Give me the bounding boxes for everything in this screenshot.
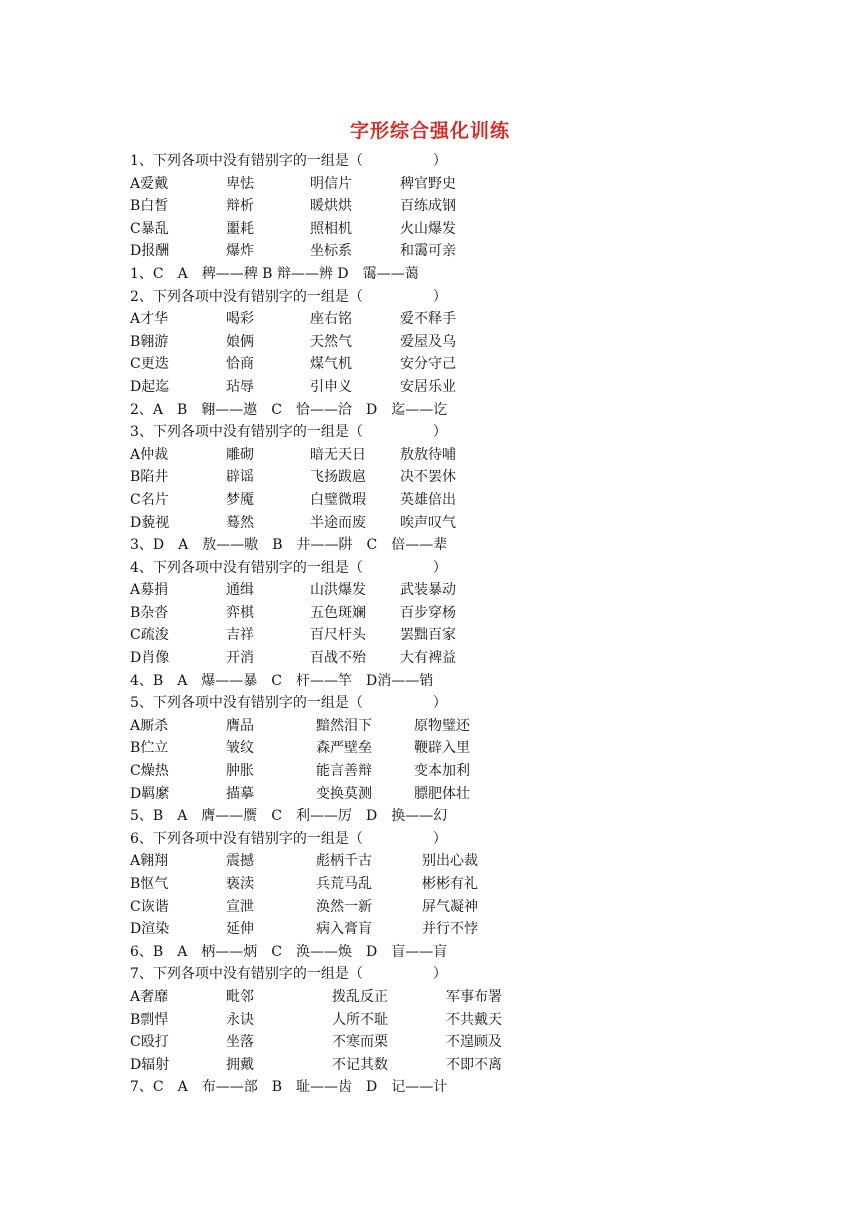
option-word: 武装暴动 [400,582,456,599]
question-stem: 1、下列各项中没有错别字的一组是（ ） [130,153,447,169]
option-word: 屏气凝神 [422,898,478,915]
option-word: 梦魇 [226,491,254,508]
option-row [130,873,830,896]
option-label-word: B杂沓 [130,604,169,621]
option-label-word: B翱游 [130,333,169,350]
option-word: 森严壁垒 [316,740,372,757]
option-row [130,1009,830,1032]
option-word: 和霭可亲 [400,243,456,260]
option-word: 坐标系 [310,243,352,260]
option-word: 不共戴天 [446,1011,502,1028]
option-word: 延伸 [226,921,254,938]
option-word: 不记其数 [332,1056,388,1073]
option-label-word: A奢靡 [130,988,169,1005]
option-word: 安分守己 [400,356,456,373]
option-word: 暖烘烘 [310,198,352,215]
question-stem: 5、下列各项中没有错别字的一组是（ ） [130,695,447,712]
option-word: 雕砌 [226,446,254,463]
option-word: 敖敖待哺 [400,446,456,463]
option-row [130,353,830,376]
option-word: 皱纹 [226,740,254,757]
option-word: 肿胀 [226,763,254,780]
option-word: 弈棋 [226,604,254,621]
option-row [130,737,830,760]
answer-key: 7、C A 布——部 B 耻——齿 D 记——计 [130,1079,448,1096]
option-word: 唉声叹气 [400,514,456,531]
option-word: 火山爆发 [400,220,456,237]
option-label-word: D起迄 [130,378,170,395]
option-word: 百步穿杨 [400,604,456,621]
option-word: 毗邻 [226,988,254,1005]
answer-key: 1、C A 稗——稗 B 辩——辨 D 霭——蔼 [130,265,419,282]
option-label-word: A厮杀 [130,717,169,734]
option-row [130,1031,830,1054]
answer-key: 5、B A 膺——赝 C 利——厉 D 换——幻 [130,808,448,825]
option-label-word: C暴乱 [130,220,169,237]
question-stem: 7、下列各项中没有错别字的一组是（ ） [130,966,447,983]
option-word: 涣然一新 [316,898,372,915]
option-word: 别出心裁 [422,853,478,870]
option-word: 百练成钢 [400,198,456,215]
question-list [130,150,830,1099]
option-label-word: D肖像 [130,650,170,667]
option-word: 军事布署 [446,988,502,1005]
option-label-word: B剽悍 [130,1011,169,1028]
option-label-word: B白皙 [130,198,169,215]
option-word: 爆炸 [226,243,254,260]
option-row [130,444,830,467]
option-word: 不即不离 [446,1056,502,1073]
option-label-word: C诙谐 [130,898,169,915]
option-word: 五色斑斓 [310,604,366,621]
option-word: 能言善辩 [316,763,372,780]
option-row [130,783,830,806]
option-label-word: A才华 [130,311,169,328]
option-label-word: C名片 [130,491,169,508]
option-label-word: C殴打 [130,1034,169,1051]
option-label-word: B陷井 [130,469,169,486]
option-word: 变换莫测 [316,785,372,802]
option-word: 噩耗 [226,220,254,237]
option-word: 吉祥 [226,627,254,644]
option-row [130,760,830,783]
option-word: 蓦然 [226,514,254,531]
option-word: 罢黜百家 [400,627,456,644]
option-row [130,986,830,1009]
option-label-word: A爱戴 [130,175,169,192]
option-word: 明信片 [310,175,352,192]
option-row [130,579,830,602]
option-word: 亵渎 [226,876,254,892]
option-word: 决不罢休 [400,469,456,486]
option-word: 开消 [226,650,254,667]
option-word: 卑怯 [226,175,254,192]
option-label-word: A募捐 [130,582,169,599]
option-word: 爱不释手 [400,311,456,328]
answer-key: 2、A B 翱——遨 C 恰——洽 D 迄——讫 [130,401,448,418]
option-word: 拨乱反正 [332,988,388,1005]
option-label-word: A翱翔 [130,853,169,870]
option-row [130,173,830,196]
option-word: 永诀 [226,1011,254,1028]
option-row [130,195,830,218]
option-word: 兵荒马乱 [316,876,372,892]
option-word: 大有裨益 [400,650,456,667]
option-row [130,376,830,399]
option-word: 暗无天日 [310,446,366,463]
option-label-word: C燥热 [130,763,169,780]
option-word: 通缉 [226,582,254,599]
option-word: 恰商 [226,356,254,373]
option-word: 膘肥体壮 [414,785,470,802]
option-row [130,1054,830,1077]
option-row [130,896,830,919]
option-word: 稗官野史 [400,175,456,192]
option-label-word: C更迭 [130,356,169,373]
option-word: 山洪爆发 [310,582,366,599]
option-row [130,240,830,263]
option-row [130,489,830,512]
option-word: 不寒而栗 [332,1034,388,1051]
option-word: 喝彩 [226,311,254,328]
option-word: 飞扬跋扈 [310,469,366,486]
question-stem: 2、下列各项中没有错别字的一组是（ ） [130,288,447,305]
option-word: 震撼 [226,853,254,870]
option-word: 玷辱 [226,378,254,395]
option-word: 煤气机 [310,356,352,373]
option-word: 并行不悖 [422,921,478,938]
option-label-word: D藐视 [130,514,170,531]
option-word: 人所不耻 [332,1011,388,1028]
option-word: 变本加利 [414,763,470,780]
option-row [130,512,830,535]
option-word: 彪柄千古 [316,853,372,870]
answer-key: 6、B A 柄——炳 C 涣——焕 D 盲——肓 [130,943,448,960]
option-row [130,466,830,489]
option-row [130,647,830,670]
option-word: 爱屋及乌 [400,333,456,350]
option-word: 百战不殆 [310,650,366,667]
option-word: 英雄倍出 [400,491,456,508]
option-label-word: D报酬 [130,243,170,260]
option-row [130,624,830,647]
option-row [130,850,830,873]
option-label-word: C疏浚 [130,627,169,644]
option-row [130,715,830,738]
option-label-word: D辐射 [130,1056,170,1073]
option-word: 坐落 [226,1034,254,1051]
option-row [130,331,830,354]
option-word: 引申义 [310,378,352,395]
option-label-word: B伫立 [130,740,169,757]
option-word: 辟谣 [226,469,254,486]
option-label-word: D渲染 [130,921,170,938]
option-word: 半途而废 [310,514,366,531]
question-stem: 3、下列各项中没有错别字的一组是（ ） [130,424,447,441]
option-word: 黯然泪下 [316,717,372,734]
option-row [130,918,830,941]
option-word: 宣泄 [226,898,254,915]
option-word: 天然气 [310,333,352,350]
question-stem: 4、下列各项中没有错别字的一组是（ ） [130,559,447,576]
option-word: 拥戴 [226,1056,254,1073]
option-word: 娘俩 [226,333,254,350]
option-row [130,218,830,241]
option-word: 百尺杆头 [310,627,366,644]
option-word: 病入膏肓 [316,921,372,938]
option-word: 辩析 [226,198,254,215]
option-word: 原物璧还 [414,717,470,734]
option-row [130,602,830,625]
option-word: 膺品 [226,717,254,734]
option-word: 不遑顾及 [446,1034,502,1051]
option-word: 描摹 [226,785,254,802]
option-word: 安居乐业 [400,378,456,395]
option-word: 白璧微瑕 [310,491,366,508]
document-title: 字形综合强化训练 [349,120,510,142]
answer-key: 4、B A 爆——暴 C 杆——竿 D消——销 [130,672,434,689]
option-label-word: A仲裁 [130,446,169,463]
option-word: 座右铭 [310,311,352,328]
option-row [130,308,830,331]
option-word: 照相机 [310,220,352,237]
question-stem: 6、下列各项中没有错别字的一组是（ ） [130,830,447,847]
option-word: 彬彬有礼 [422,876,478,892]
option-label-word: B怄气 [130,876,169,892]
option-label-word: D羁縻 [130,785,170,802]
answer-key: 3、D A 敖——嗷 B 井——阱 C 倍——辈 [130,537,448,554]
option-word: 鞭辟入里 [414,740,470,757]
